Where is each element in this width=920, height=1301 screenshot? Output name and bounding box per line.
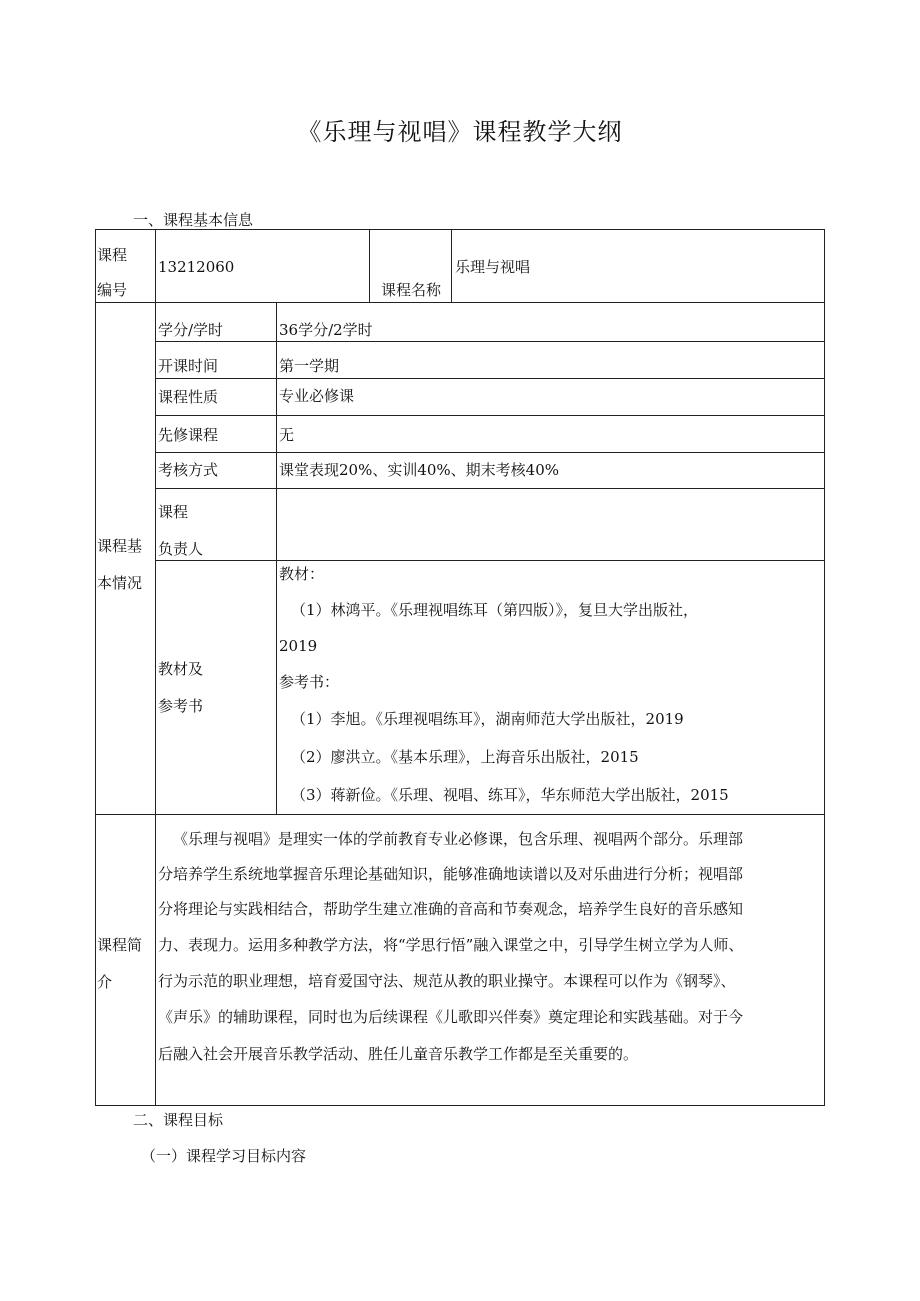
- course-code-value: 13212060: [158, 258, 235, 276]
- prereq-label: 先修课程: [158, 426, 219, 444]
- reference-item-1: （1）李旭。《乐理视唱练耳》，湖南师范大学出版社，2019: [291, 710, 684, 728]
- intro-line: 后融入社会开展音乐教学活动、胜任儿童音乐教学工作都是至关重要的。: [158, 1045, 639, 1063]
- nature-label: 课程性质: [158, 388, 219, 406]
- basic-info-label-line1: 课程基: [97, 537, 143, 555]
- prereq-value: 无: [279, 426, 295, 444]
- intro-line: 力、表现力。运用多种教学方法，将“学思行悟”融入课堂之中，引导学生树立学为人师、: [158, 936, 744, 954]
- intro-label-line2: 介: [97, 973, 113, 991]
- section-heading-objectives: 二、课程目标: [133, 1111, 224, 1129]
- books-label-line1: 教材及: [158, 660, 204, 678]
- reference-item-2: （2）廖洪立。《基本乐理》，上海音乐出版社，2015: [291, 748, 639, 766]
- credits-label: 学分/学时: [158, 321, 224, 339]
- nature-value: 专业必修课: [279, 387, 355, 405]
- course-code-label-line2: 编号: [97, 281, 128, 299]
- intro-line: 行为示范的职业理想，培育爱国守法、规范从教的职业操守。本课程可以作为《钢琴》、: [158, 972, 736, 990]
- books-label-line2: 参考书: [158, 697, 204, 715]
- assessment-value: 课堂表现20%、实训40%、期末考核40%: [279, 461, 560, 479]
- subsection-heading-learning-objectives: （一）课程学习目标内容: [141, 1147, 307, 1165]
- basic-info-label-line2: 本情况: [97, 574, 143, 592]
- reference-heading: 参考书：: [279, 673, 340, 691]
- course-name-label: 课程名称: [381, 281, 442, 299]
- intro-label-line1: 课程简: [97, 936, 143, 954]
- intro-line: 《乐理与视唱》是理实一体的学前教育专业必修课，包含乐理、视唱两个部分。乐理部: [173, 830, 744, 848]
- textbook-heading: 教材：: [279, 565, 325, 583]
- term-value: 第一学期: [279, 357, 340, 375]
- reference-item-3: （3）蒋新俭。《乐理、视唱、练耳》，华东师范大学出版社，2015: [291, 786, 729, 804]
- course-code-label-line1: 课程: [97, 246, 128, 264]
- textbook-item-1-year: 2019: [279, 637, 318, 655]
- owner-label-line1: 课程: [158, 503, 189, 521]
- assessment-label: 考核方式: [158, 461, 219, 479]
- textbook-item-1: （1）林鸿平。《乐理视唱练耳（第四版）》，复旦大学出版社，: [291, 601, 699, 619]
- term-label: 开课时间: [158, 357, 219, 375]
- owner-label-line2: 负责人: [158, 540, 204, 558]
- document-title: 《乐理与视唱》课程教学大纲: [297, 118, 623, 146]
- credits-value: 36学分/2学时: [279, 321, 373, 339]
- intro-line: 分将理论与实践相结合，帮助学生建立准确的音高和节奏观念，培养学生良好的音乐感知: [158, 900, 744, 918]
- intro-line: 分培养学生系统地掌握音乐理论基础知识，能够准确地读谱以及对乐曲进行分析；视唱部: [158, 865, 744, 883]
- section-heading-basic-info: 一、课程基本信息: [133, 211, 254, 229]
- intro-line: 《声乐》的辅助课程，同时也为后续课程《儿歌即兴伴奏》奠定理论和实践基础。对于今: [158, 1008, 744, 1026]
- course-name-value: 乐理与视唱: [455, 258, 531, 276]
